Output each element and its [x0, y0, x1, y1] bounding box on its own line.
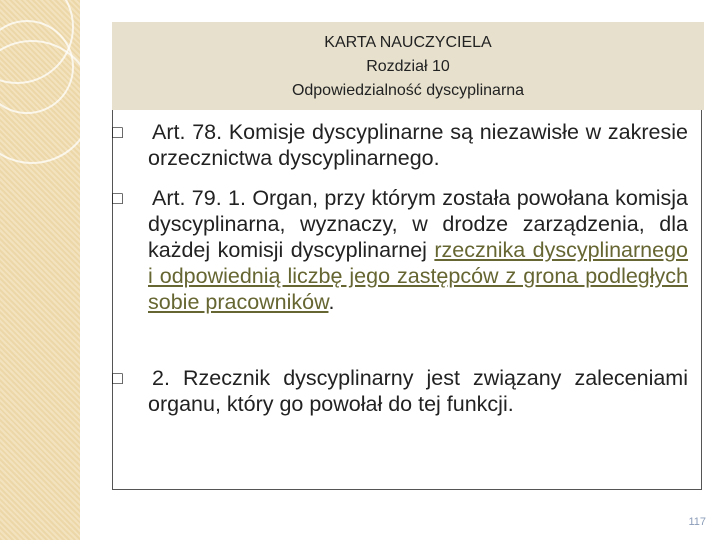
slide-title: KARTA NAUCZYCIELA [324, 34, 492, 51]
paragraph-text-end: . [328, 290, 335, 314]
paragraph-art-79-1 [112, 185, 689, 315]
paragraph-art-79-2 [112, 365, 688, 417]
chapter-label: Rozdział 10 [366, 58, 450, 75]
paragraph-art-78 [112, 119, 688, 171]
slide-subtitle: Odpowiedzialność dyscyplinarna [291, 82, 525, 99]
paragraph-text: Art. 78. Komisje dyscyplinarne są niezawisłe w zakresie orzecznictwa dyscyplinarnego. [148, 120, 688, 170]
checkbox-bullet-icon: □ [112, 122, 123, 142]
decorative-side-strip [0, 0, 80, 540]
paragraph-text: Art. 79. 1. Organ, przy którym została powołana komisja dyscyplinarna, wyznaczy, w drodze zarządzenia, dla każdej komisji dyscyplinarnej [148, 186, 688, 262]
checkbox-bullet-icon: □ [112, 368, 123, 388]
checkbox-bullet-icon: □ [112, 188, 123, 208]
underlined-link-text[interactable]: rzecznika dyscyplinarnego i odpowiednią liczbę jego zastępców z grona podległych sobie pracowników [148, 238, 689, 314]
decorative-arc [0, 40, 80, 164]
paragraph-text: 2. Rzecznik dyscyplinarny jest związany zaleceniami organu, który go powołał do tej funkcji. [148, 366, 688, 416]
slide-number: 117 [688, 516, 706, 528]
